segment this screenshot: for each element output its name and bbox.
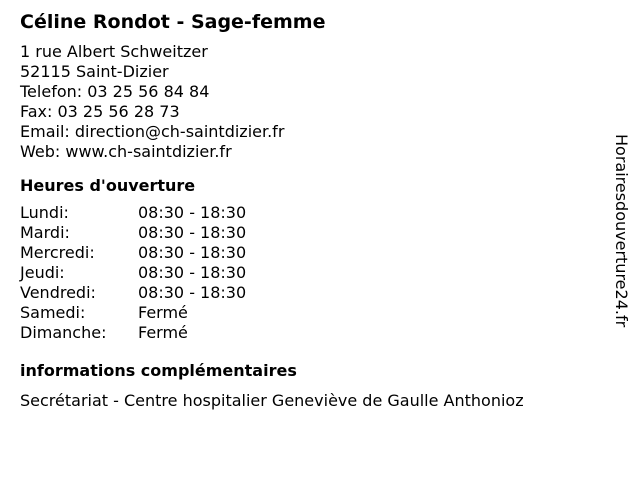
hours-day: Mercredi: [20,243,95,262]
web-line: Web: www.ch-saintdizier.fr [20,142,232,161]
hours-row [20,203,600,223]
hours-row [20,283,600,303]
additional-info-text: Secrétariat - Centre hospitalier Geneviève de Gaulle Anthonioz [20,391,524,410]
opening-hours-heading: Heures d'ouverture [20,176,196,195]
hours-day: Jeudi: [20,263,65,282]
address-city: 52115 Saint-Dizier [20,62,169,81]
brand-watermark: Horairesdouverture24.fr [612,134,631,328]
hours-time: 08:30 - 18:30 [138,263,247,282]
hours-day: Lundi: [20,203,69,222]
hours-day: Samedi: [20,303,86,322]
hours-time: Fermé [138,323,188,342]
phone-line: Telefon: 03 25 56 84 84 [20,82,210,101]
content [20,10,600,411]
hours-row [20,323,600,343]
email-line: Email: direction@ch-saintdizier.fr [20,122,285,141]
hours-row [20,243,600,263]
hours-row [20,223,600,243]
hours-day: Mardi: [20,223,70,242]
hours-time: 08:30 - 18:30 [138,243,247,262]
hours-row [20,303,600,323]
hours-time: 08:30 - 18:30 [138,283,247,302]
page-title: Céline Rondot - Sage-femme [20,11,326,33]
opening-hours-table [20,203,600,343]
hours-time: Fermé [138,303,188,322]
fax-line: Fax: 03 25 56 28 73 [20,102,180,121]
hours-day: Vendredi: [20,283,96,302]
additional-info-heading: informations complémentaires [20,361,297,380]
hours-row [20,263,600,283]
hours-time: 08:30 - 18:30 [138,223,247,242]
hours-day: Dimanche: [20,323,107,342]
hours-time: 08:30 - 18:30 [138,203,247,222]
contact-block [20,42,600,162]
address-street: 1 rue Albert Schweitzer [20,42,208,61]
